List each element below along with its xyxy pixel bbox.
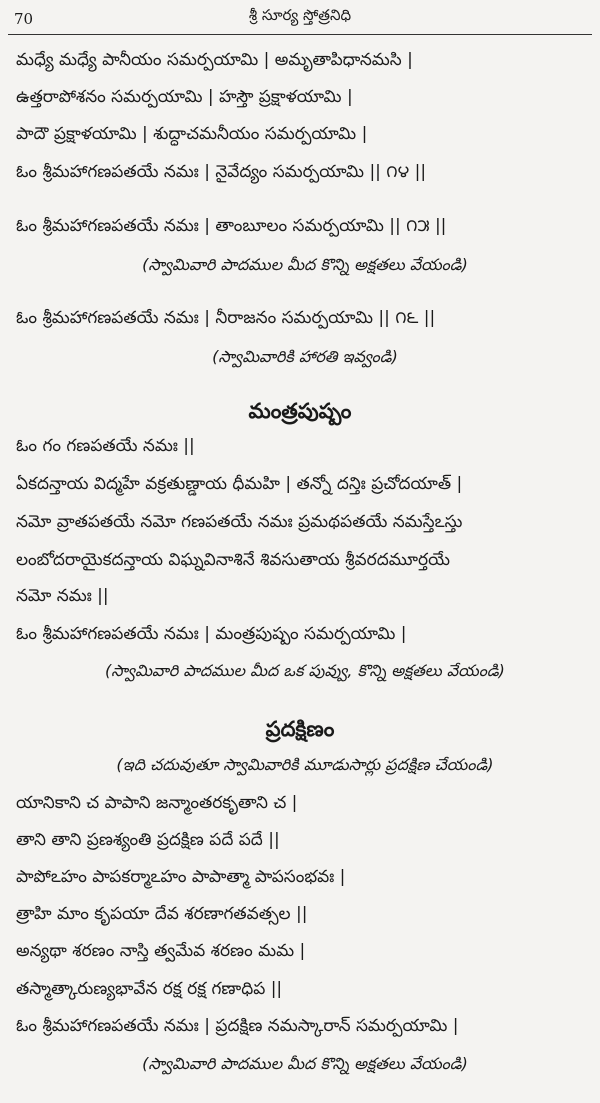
text-line: తాని తాని ప్రణశ్యంతి ప్రదక్షిణ పదే పదే || <box>16 830 280 850</box>
text-line: లంబోదరాయైకదన్తాయ విఘ్నవినాశినే శివసుతాయ శ్రీవరదమూర్తయే <box>16 550 450 570</box>
text-line: మధ్యే మధ్యే పానీయం సమర్పయామి | అమృతాపిధానమసి | <box>16 50 413 70</box>
text-line: తస్మాత్కారుణ్యభావేన రక్ష రక్ష గణాధిప || <box>16 979 283 999</box>
text-line: ఓం శ్రీమహాగణపతయే నమః | ప్రదక్షిణ నమస్కారాన్ సమర్పయామి | <box>16 1016 459 1036</box>
page-number: 70 <box>14 10 34 28</box>
text-line: ఉత్తరాపోశనం సమర్పయామి | హస్తౌ ప్రక్షాళయామి | <box>16 87 353 107</box>
text-line: యానికాని చ పాపాని జన్మాంతరకృతాని చ | <box>16 793 298 813</box>
instruction-line: (ఇది చదువుతూ స్వామివారికి మూడుసార్లు ప్రదక్షిణ చేయండి) <box>116 755 494 774</box>
instruction-line: (స్వామివారి పాదముల మీద కొన్ని అక్షతలు వేయండి) <box>142 1054 468 1073</box>
text-line: ఓం గం గణపతయే నమః || <box>16 436 195 456</box>
text-line: ఓం శ్రీమహాగణపతయే నమః | నీరాజనం సమర్పయామి || ౧౬ || <box>16 308 436 328</box>
section-heading-mantrapushpam: మంత్రపుష్పం <box>248 399 352 423</box>
running-title: శ్రీ సూర్య స్తోత్రనిధి <box>248 6 352 24</box>
text-line: నమో నమః || <box>16 586 109 606</box>
text-line: పాపోఽహం పాపకర్మాఽహం పాపాత్మా పాపసంభవః | <box>16 867 346 887</box>
instruction-line: (స్వామివారికి హారతి ఇవ్వండి) <box>212 347 398 366</box>
text-line: అన్యథా శరణం నాస్తి త్వమేవ శరణం మమ | <box>16 941 306 961</box>
text-line: ఓం శ్రీమహాగణపతయే నమః | తాంబూలం సమర్పయామి || ౧౫ || <box>16 216 447 236</box>
instruction-line: (స్వామివారి పాదముల మీద ఒక పువ్వు, కొన్ని అక్షతలు వేయండి) <box>105 661 505 680</box>
page-header <box>8 0 592 35</box>
text-line: త్రాహి మాం కృపయా దేవ శరణాగతవత్సల || <box>16 904 308 924</box>
text-line: ఏకదన్తాయ విద్మహే వక్రతుణ్డాయ ధీమహి | తన్నో దన్తిః ప్రచోదయాత్ | <box>16 474 463 494</box>
text-line: ఓం శ్రీమహాగణపతయే నమః | మంత్రపుష్పం సమర్పయామి | <box>16 624 407 644</box>
section-heading-pradakshinam: ప్రదక్షిణం <box>265 717 335 741</box>
text-line: నమో వ్రాతపతయే నమో గణపతయే నమః ప్రమథపతయే నమస్తేఽస్తు <box>16 512 463 532</box>
text-line: పాదౌ ప్రక్షాళయామి | శుద్ధాచమనీయం సమర్పయామి | <box>16 124 368 144</box>
text-line: ఓం శ్రీమహాగణపతయే నమః | నైవేద్యం సమర్పయామి || ౧౪ || <box>16 162 427 182</box>
instruction-line: (స్వామివారి పాదముల మీద కొన్ని అక్షతలు వేయండి) <box>142 255 468 274</box>
